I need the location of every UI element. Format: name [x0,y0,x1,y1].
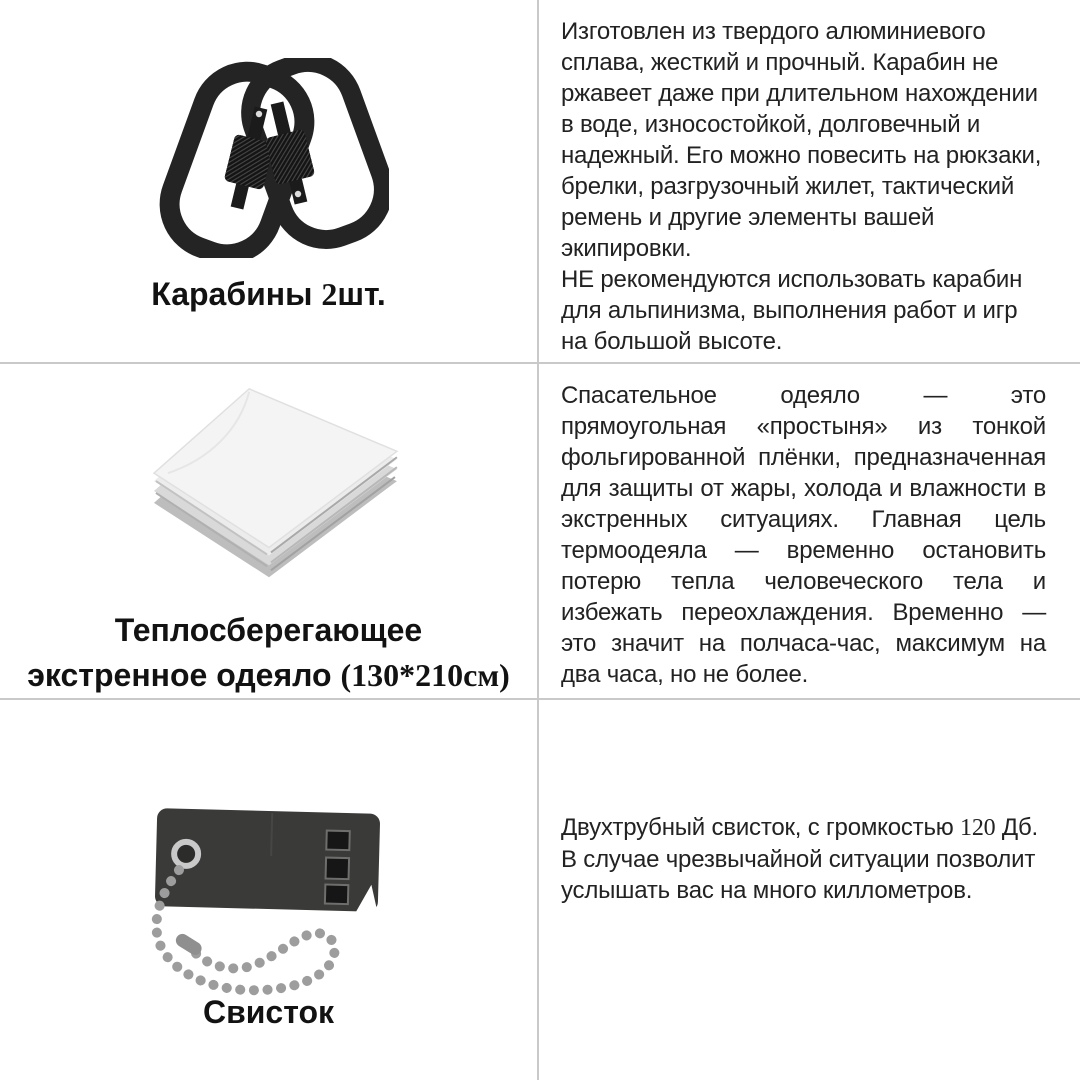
description-paragraph: Изготовлен из твердого алюминиевого сплава, жесткий и прочный. Карабин не ржавеет даже при длительном нахождении в воде, износостойкой, долговечный и надежный. Его можно повесить на рюкзаки, брелки, разгрузочный жилет, тактический ремень и другие элементы вашей экипировки. [561,18,1042,262]
gate-pin [294,191,300,197]
caption-text: шт. [337,276,386,312]
whistle-caption [203,990,334,1035]
whistle-hole [326,831,349,851]
whistle-hole [325,858,349,880]
caption-dimensions: (130*210см) [340,657,510,693]
description-text: Двухтрубный свисток, с громкостью [561,814,961,841]
description-paragraph [561,812,1046,906]
description-number: 120 [960,815,996,841]
whistle-hole [324,885,347,905]
caption-line1: Теплосберегающее [114,612,423,648]
whistle-image-cell [0,700,539,1080]
whistle-body-group [154,808,380,913]
carabiners-photo [149,58,389,258]
body-seam [271,813,272,856]
description-paragraph: Спасательное одеяло — это прямоугольная «простыня» из тонкой фольгированной плёнки, предназначенная для защиты от жары, холода и влажности в экстренных ситуациях. Главная цель термоодеяла — временно остановить потерю тепла человеческого тела и избежать переохлаждения. Временно — это значит на полчаса-час, максимум на два часа, но не более. [561,382,1046,688]
carabiners-description [539,0,1080,364]
description-paragraph: НЕ рекомендуются использовать карабин для альпинизма, выполнения работ и игр на большой высоте. [561,266,1023,355]
blanket-caption [27,608,510,698]
whistle-photo [129,796,409,996]
caption-text: Свисток [202,994,335,1030]
carabiners-image-cell [0,0,539,364]
whistle-description [539,700,1080,1080]
description-text: Дб. В случае чрезвычайной ситуации позволит услышать вас на много киллометров. [561,814,1038,904]
caption-digit: 2 [321,276,338,312]
blanket-description [539,364,1080,700]
caption-line2: экстренное одеяло [27,657,341,693]
caption-text: Карабины [151,276,322,312]
blanket-image-cell [0,364,539,700]
gate-pin [255,111,261,117]
carabiners-caption [151,272,385,317]
eyelet [173,842,198,867]
blanket-photo [119,370,419,608]
